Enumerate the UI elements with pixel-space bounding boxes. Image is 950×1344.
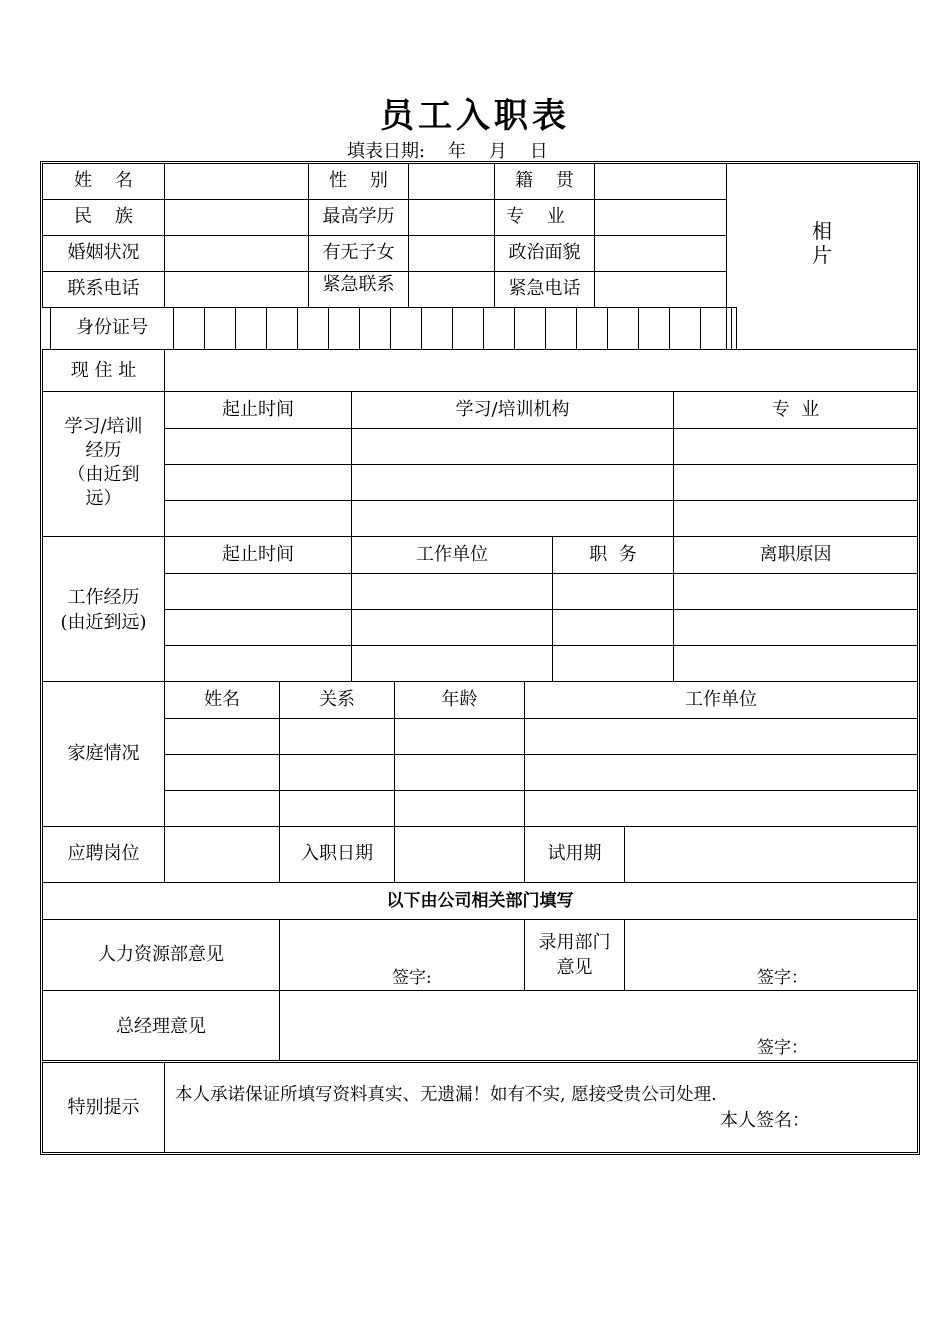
marital-field[interactable]	[164, 235, 309, 272]
form-title: 员工入职表	[380, 96, 570, 136]
work-header-reason: 离职原因	[759, 544, 832, 565]
work-row-position[interactable]	[552, 645, 674, 682]
probation-field[interactable]	[624, 826, 918, 883]
id-digit-cell[interactable]	[173, 307, 205, 350]
id-digit-cell[interactable]	[204, 307, 236, 350]
id-digit-cell[interactable]	[359, 307, 391, 350]
emergency-contact-field[interactable]	[408, 271, 495, 308]
special-label: 特别提示	[67, 1097, 140, 1118]
photo-label: 相 片	[812, 219, 832, 267]
gm-sign-label: 签字：	[757, 1038, 808, 1058]
marital-label: 婚姻状况	[67, 242, 140, 263]
edu-row-time[interactable]	[164, 500, 352, 537]
family-row-age[interactable]	[394, 790, 525, 827]
special-signature[interactable]: 本人签名：	[720, 1110, 810, 1131]
work-row-position[interactable]	[552, 573, 674, 610]
work-header-position: 职 务	[589, 544, 637, 565]
name-label: 姓 名	[74, 170, 133, 191]
id-digit-cell[interactable]	[669, 307, 701, 350]
work-row-position[interactable]	[552, 609, 674, 646]
ethnicity-label: 民 族	[74, 206, 133, 227]
education-field[interactable]	[408, 199, 495, 236]
work-header-company: 工作单位	[416, 544, 488, 565]
ethnicity-field[interactable]	[164, 199, 309, 236]
work-row-time[interactable]	[164, 645, 352, 682]
id-digit-cell[interactable]	[514, 307, 546, 350]
hr-sign-label: 签字:	[392, 968, 432, 988]
dept-sign-label: 签字：	[757, 968, 808, 988]
edu-header-time: 起止时间	[222, 399, 294, 420]
edu-row-institution[interactable]	[351, 500, 674, 537]
company-fill-header: 以下由公司相关部门填写	[386, 891, 574, 911]
id-digit-cell[interactable]	[576, 307, 608, 350]
political-field[interactable]	[594, 235, 727, 272]
edu-row-time[interactable]	[164, 428, 352, 465]
id-digit-cell[interactable]	[483, 307, 515, 350]
id-digit-cell-end	[731, 307, 737, 350]
work-row-reason[interactable]	[673, 609, 918, 646]
edu-row-major[interactable]	[673, 464, 918, 501]
special-statement: 本人承诺保证所填写资料真实、无遗漏！如有不实, 愿接受贵公司处理.	[175, 1085, 717, 1105]
education-section-label: 学习/培训 经历 （由近到 远）	[64, 416, 143, 509]
family-row-company[interactable]	[524, 754, 918, 791]
name-field[interactable]	[164, 163, 309, 200]
family-row-company[interactable]	[524, 718, 918, 755]
id-digit-cell[interactable]	[421, 307, 453, 350]
entry-date-label: 入职日期	[301, 843, 373, 864]
emergency-contact-label: 紧急联系	[322, 274, 395, 295]
phone-label: 联系电话	[67, 278, 140, 299]
gm-opinion-field[interactable]	[279, 990, 918, 1061]
work-row-company[interactable]	[351, 645, 553, 682]
edu-row-institution[interactable]	[351, 428, 674, 465]
id-digit-cell[interactable]	[700, 307, 732, 350]
phone-field[interactable]	[164, 271, 309, 308]
family-row-name[interactable]	[164, 790, 280, 827]
work-row-time[interactable]	[164, 573, 352, 610]
family-row-name[interactable]	[164, 718, 280, 755]
edu-header-major: 专 业	[771, 399, 820, 420]
address-label: 现 住 址	[70, 360, 137, 381]
family-row-age[interactable]	[394, 754, 525, 791]
id-digit-cell[interactable]	[297, 307, 329, 350]
id-label: 身份证号	[76, 317, 148, 338]
id-digit-cell[interactable]	[638, 307, 670, 350]
edu-row-major[interactable]	[673, 500, 918, 537]
gender-label: 性 别	[329, 170, 388, 191]
work-row-time[interactable]	[164, 609, 352, 646]
fill-date: 填表日期: 年 月 日	[347, 141, 548, 162]
id-digit-cell[interactable]	[390, 307, 422, 350]
applied-position-label: 应聘岗位	[67, 843, 140, 864]
gm-opinion-label: 总经理意见	[116, 1016, 206, 1037]
children-field[interactable]	[408, 235, 495, 272]
hr-opinion-label: 人力资源部意见	[98, 944, 224, 965]
work-section-label: 工作经历 (由近到远)	[60, 587, 147, 633]
edu-header-institution: 学习/培训机构	[455, 399, 570, 420]
family-row-company[interactable]	[524, 790, 918, 827]
id-digit-cell[interactable]	[266, 307, 298, 350]
id-digit-cell[interactable]	[235, 307, 267, 350]
emergency-phone-label: 紧急电话	[508, 278, 581, 299]
education-label: 最高学历	[322, 206, 395, 227]
id-digit-cell[interactable]	[545, 307, 577, 350]
edu-row-institution[interactable]	[351, 464, 674, 501]
work-row-company[interactable]	[351, 609, 553, 646]
emergency-phone-field[interactable]	[594, 271, 727, 308]
gender-field[interactable]	[408, 163, 495, 200]
probation-label: 试用期	[547, 843, 602, 864]
family-row-name[interactable]	[164, 754, 280, 791]
family-row-age[interactable]	[394, 718, 525, 755]
family-header-name: 姓名	[204, 689, 240, 710]
major-field[interactable]	[594, 199, 727, 236]
major-label: 专 业	[506, 206, 565, 227]
family-section-label: 家庭情况	[67, 743, 140, 764]
address-field[interactable]	[164, 349, 918, 392]
work-header-time: 起止时间	[222, 544, 294, 565]
native-field[interactable]	[594, 163, 727, 200]
work-row-reason[interactable]	[673, 573, 918, 610]
political-label: 政治面貌	[508, 242, 581, 263]
work-row-company[interactable]	[351, 573, 553, 610]
family-header-relation: 关系	[319, 689, 355, 710]
children-label: 有无子女	[322, 242, 395, 263]
applied-position-field[interactable]	[164, 826, 280, 883]
entry-date-field[interactable]	[394, 826, 525, 883]
family-header-company: 工作单位	[685, 689, 757, 710]
edu-row-major[interactable]	[673, 428, 918, 465]
native-label: 籍 贯	[515, 170, 574, 191]
id-digit-cell[interactable]	[328, 307, 360, 350]
edu-row-time[interactable]	[164, 464, 352, 501]
special-statement-cell	[164, 1062, 918, 1153]
family-header-age: 年龄	[441, 689, 478, 710]
dept-opinion-label: 录用部门 意见	[538, 932, 611, 978]
family-row-relation[interactable]	[279, 790, 395, 827]
work-row-reason[interactable]	[673, 645, 918, 682]
family-row-relation[interactable]	[279, 754, 395, 791]
id-digit-cell[interactable]	[607, 307, 639, 350]
id-digit-cell[interactable]	[452, 307, 484, 350]
family-row-relation[interactable]	[279, 718, 395, 755]
